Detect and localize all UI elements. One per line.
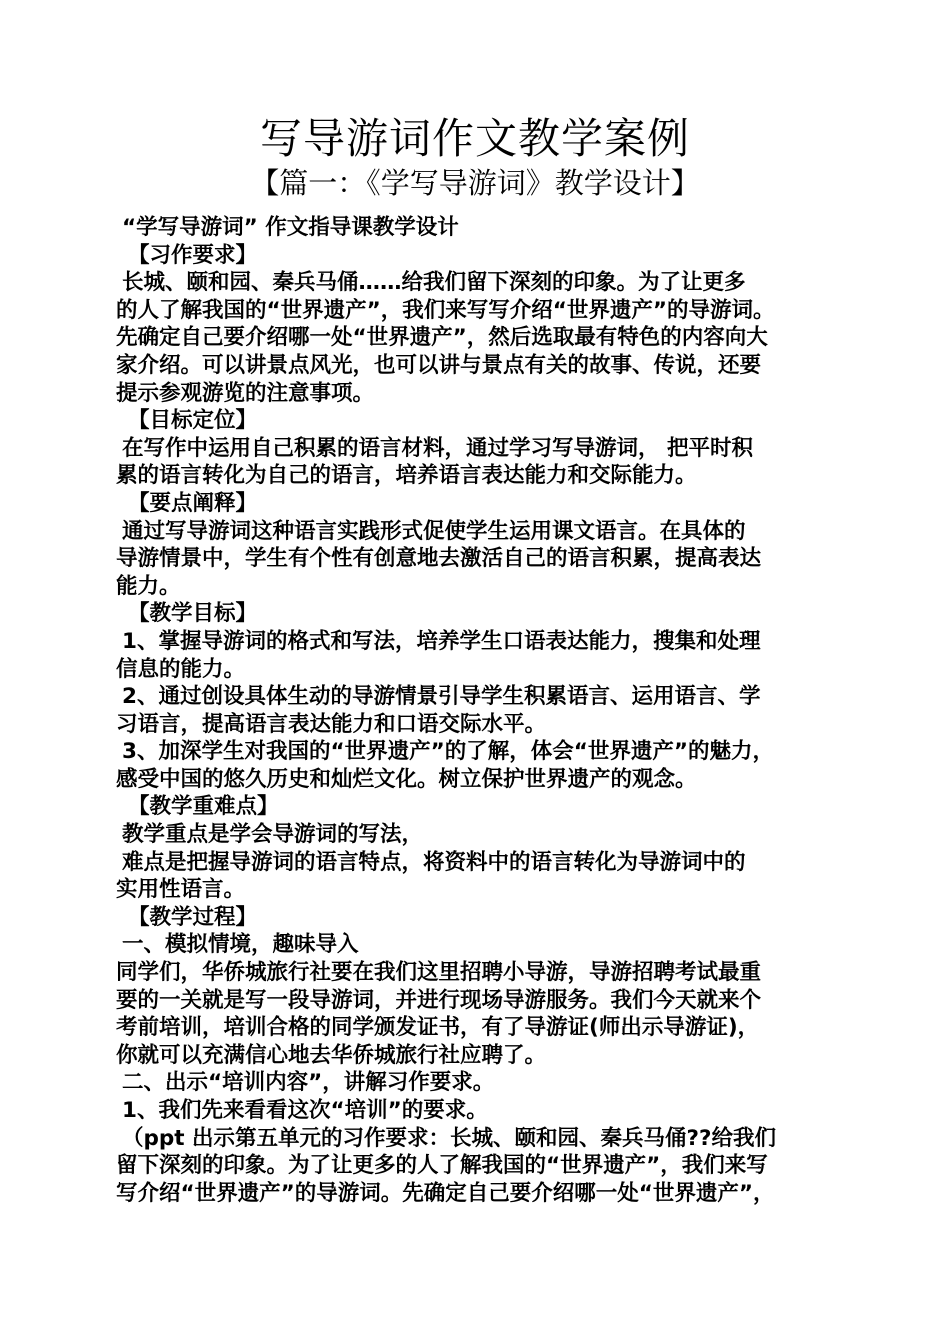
section-heading-goal: 【目标定位】 — [128, 408, 258, 434]
list-item: 1、我们先来看看这次“培训”的要求。 — [122, 1098, 488, 1123]
section-heading-key-points: 【教学重难点】 — [128, 794, 279, 820]
paragraph-line: 教学重点是学会导游词的写法， — [122, 822, 424, 848]
paragraph-line: 难点是把握导游词的语言特点，将资料中的语言转化为导游词中的 — [122, 849, 746, 875]
paragraph-line: 长城、颐和园、秦兵马俑……给我们留下深刻的印象。为了让更多 — [122, 270, 746, 296]
paragraph-line: 习语言，提高语言表达能力和口语交际水平。 — [116, 711, 547, 737]
paragraph-line: 能力。 — [116, 573, 181, 599]
document-body — [116, 214, 838, 1207]
section-heading-objectives: 【教学目标】 — [128, 601, 258, 627]
paragraph-line: 通过写导游词这种语言实践形式促使学生运用课文语言。在具体的 — [122, 518, 746, 544]
paragraph-line: 导游情景中，学生有个性有创意地去激活自己的语言积累，提高表达 — [116, 546, 762, 572]
step-heading: 二、出示“培训内容”，讲解习作要求。 — [122, 1070, 495, 1096]
step-heading: 一、模拟情境，趣味导入 — [122, 932, 359, 958]
paragraph-line: 的人了解我国的“世界遗产”，我们来写写介绍“世界遗产”的导游词。 — [116, 297, 775, 323]
paragraph-line: 提示参观游览的注意事项。 — [116, 380, 375, 406]
body-heading: “学写导游词” 作文指导课教学设计 — [122, 215, 459, 240]
paragraph-line: 家介绍。可以讲景点风光，也可以讲与景点有关的故事、传说，还要 — [116, 352, 762, 378]
paragraph-line: 实用性语言。 — [116, 877, 246, 903]
paragraph-line: 先确定自己要介绍哪一处“世界遗产”，然后选取最有特色的内容向大 — [116, 325, 768, 351]
list-item: 3、加深学生对我国的“世界遗产”的了解，体会“世界遗产”的魅力， — [122, 739, 774, 765]
paragraph-line: 感受中国的悠久历史和灿烂文化。树立保护世界遗产的观念。 — [116, 766, 697, 792]
section-heading-requirements: 【习作要求】 — [128, 242, 258, 268]
paragraph-line: 你就可以充满信心地去华侨城旅行社应聘了。 — [116, 1042, 547, 1068]
paragraph-line: 累的语言转化为自己的语言，培养语言表达能力和交际能力。 — [116, 463, 697, 489]
document-subtitle: 【篇一：《学写导游词》教学设计】 — [250, 166, 700, 200]
paragraph-line: 同学们，华侨城旅行社要在我们这里招聘小导游，导游招聘考试最重 — [116, 960, 762, 986]
paragraph-line: （ppt 出示第五单元的习作要求：长城、颐和园、秦兵马俑??给我们 — [122, 1125, 776, 1151]
paragraph-line: 在写作中运用自己积累的语言材料，通过学习写导游词， 把平时积 — [122, 435, 753, 461]
list-item: 1、掌握导游词的格式和写法，培养学生口语表达能力，搜集和处理 — [122, 628, 761, 654]
list-item: 2、通过创设具体生动的导游情景引导学生积累语言、运用语言、学 — [122, 684, 761, 710]
paragraph-line: 写介绍“世界遗产”的导游词。先确定自己要介绍哪一处“世界遗产”， — [116, 1180, 775, 1206]
section-heading-explanation: 【要点阐释】 — [128, 490, 258, 516]
paragraph-line: 留下深刻的印象。为了让更多的人了解我国的“世界遗产”，我们来写 — [116, 1153, 768, 1179]
section-heading-process: 【教学过程】 — [128, 904, 258, 930]
paragraph-line: 要的一关就是写一段导游词，并进行现场导游服务。我们今天就来个 — [116, 987, 762, 1013]
paragraph-line: 考前培训，培训合格的同学颁发证书，有了导游证(师出示导游证)， — [116, 1015, 760, 1041]
document-title: 写导游词作文教学案例 — [259, 114, 690, 163]
paragraph-line: 信息的能力。 — [116, 656, 246, 682]
